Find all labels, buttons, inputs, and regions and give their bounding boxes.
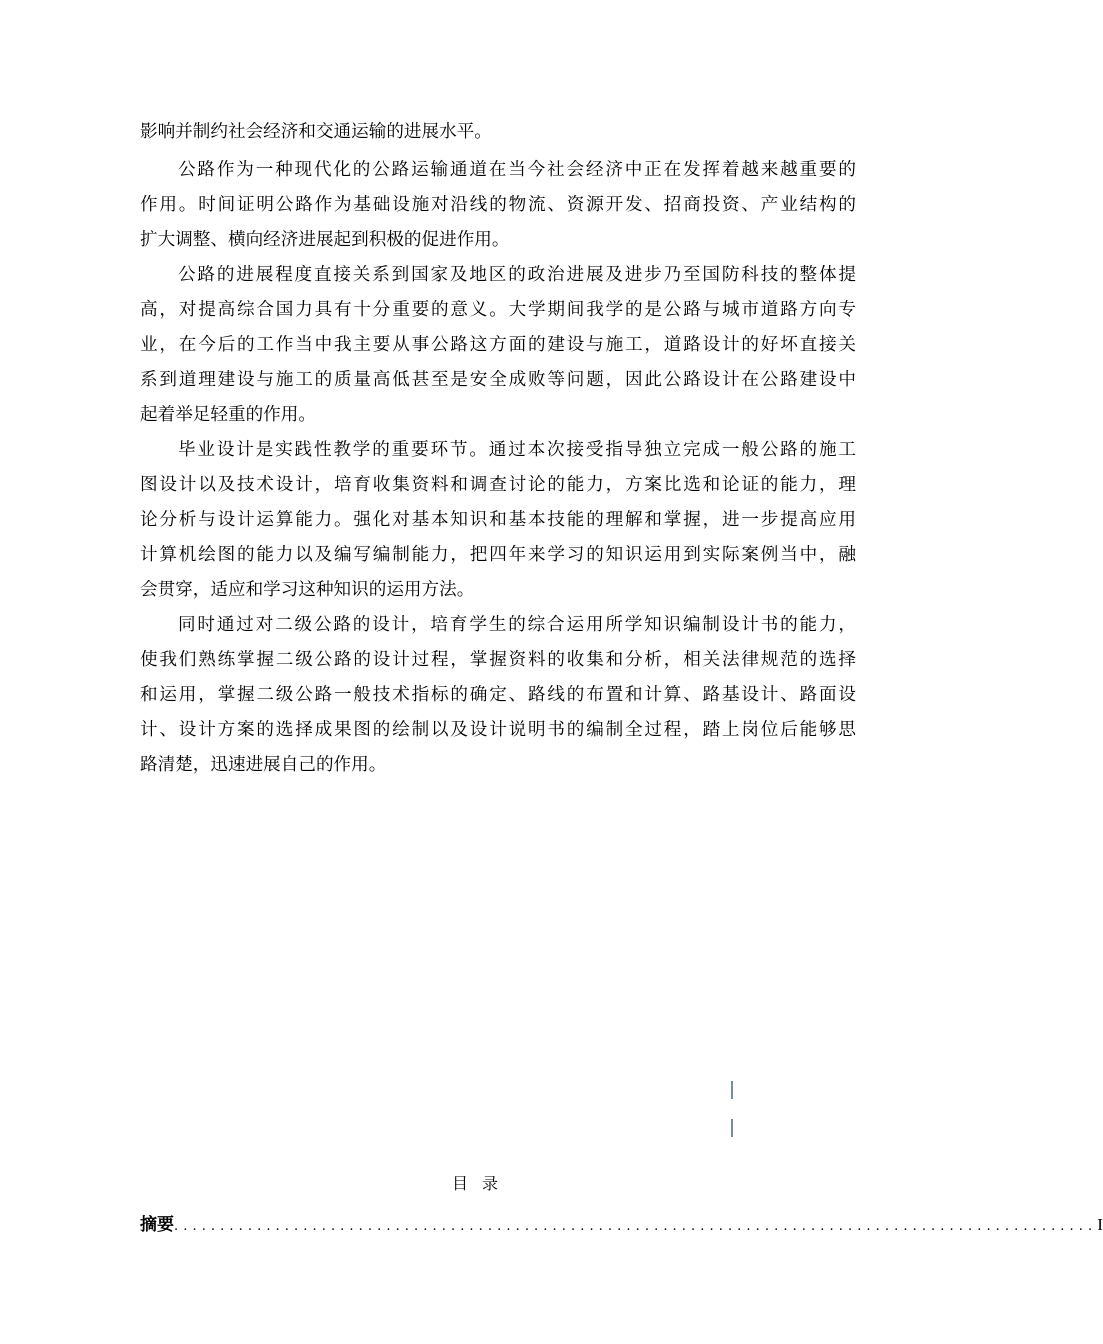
paragraph-line: 和运用，掌握二级公路一般技术指标的确定、路线的布置和计算、路基设计、路面设 xyxy=(140,685,856,705)
paragraph-line: 业，在今后的工作当中我主要从事公路这方面的建设与施工，道路设计的好坏直接关 xyxy=(140,335,856,355)
paragraph-line: 同时通过对二级公路的设计，培育学生的综合运用所学知识编制设计书的能力， xyxy=(178,615,856,635)
paragraph-line: 公路作为一种现代化的公路运输通道在当今社会经济中正在发挥着越来越重要的 xyxy=(178,160,856,180)
paragraph-line: 会贯穿，适应和学习这种知识的运用方法。 xyxy=(140,580,475,600)
paragraph-line: 计、设计方案的选择成果图的绘制以及设计说明书的编制全过程，踏上岗位后能够思 xyxy=(140,720,856,740)
paragraph-line: 起着举足轻重的作用。 xyxy=(140,405,316,425)
paragraph-line: 影响并制约社会经济和交通运输的进展水平。 xyxy=(140,122,492,142)
paragraph-line: 高，对提高综合国力具有十分重要的意义。大学期间我学的是公路与城市道路方向专 xyxy=(140,300,856,320)
paragraph-line: 论分析与设计运算能力。强化对基本知识和基本技能的理解和掌握，进一步提高应用 xyxy=(140,510,856,530)
paragraph-line: 系到道理建设与施工的质量高低甚至是安全成败等问题，因此公路设计在公路建设中 xyxy=(140,370,856,390)
toc-entry-label[interactable]: 摘要 xyxy=(140,1215,174,1235)
revision-bar-mark xyxy=(731,1081,733,1099)
paragraph-line: 路清楚，迅速进展自己的作用。 xyxy=(140,755,387,775)
paragraph-line: 计算机绘图的能力以及编写编制能力，把四年来学习的知识运用到实际案例当中，融 xyxy=(140,545,856,565)
paragraph-line: 作用。时间证明公路作为基础设施对沿线的物流、资源开发、招商投资、产业结构的 xyxy=(140,195,856,215)
paragraph-line: 公路的进展程度直接关系到国家及地区的政治进展及进步乃至国防科技的整体提 xyxy=(178,265,856,285)
toc-entry-page-number: I xyxy=(1097,1215,1103,1234)
paragraph-line: 毕业设计是实践性教学的重要环节。通过本次接受指导独立完成一般公路的施工 xyxy=(178,440,856,460)
toc-entry[interactable] xyxy=(140,1212,1103,1238)
paragraph-line: 使我们熟练掌握二级公路的设计过程，掌握资料的收集和分析，相关法律规范的选择 xyxy=(140,650,856,670)
paragraph-line: 扩大调整、横向经济进展起到积极的促进作用。 xyxy=(140,230,510,250)
toc-title: 目录 xyxy=(451,1174,512,1193)
revision-bar-mark xyxy=(731,1119,733,1137)
paragraph-line: 图设计以及技术设计，培育收集资料和调查讨论的能力，方案比选和论证的能力，理 xyxy=(140,475,856,495)
toc-leader-dots: .................................................................................................... xyxy=(174,1219,1098,1234)
